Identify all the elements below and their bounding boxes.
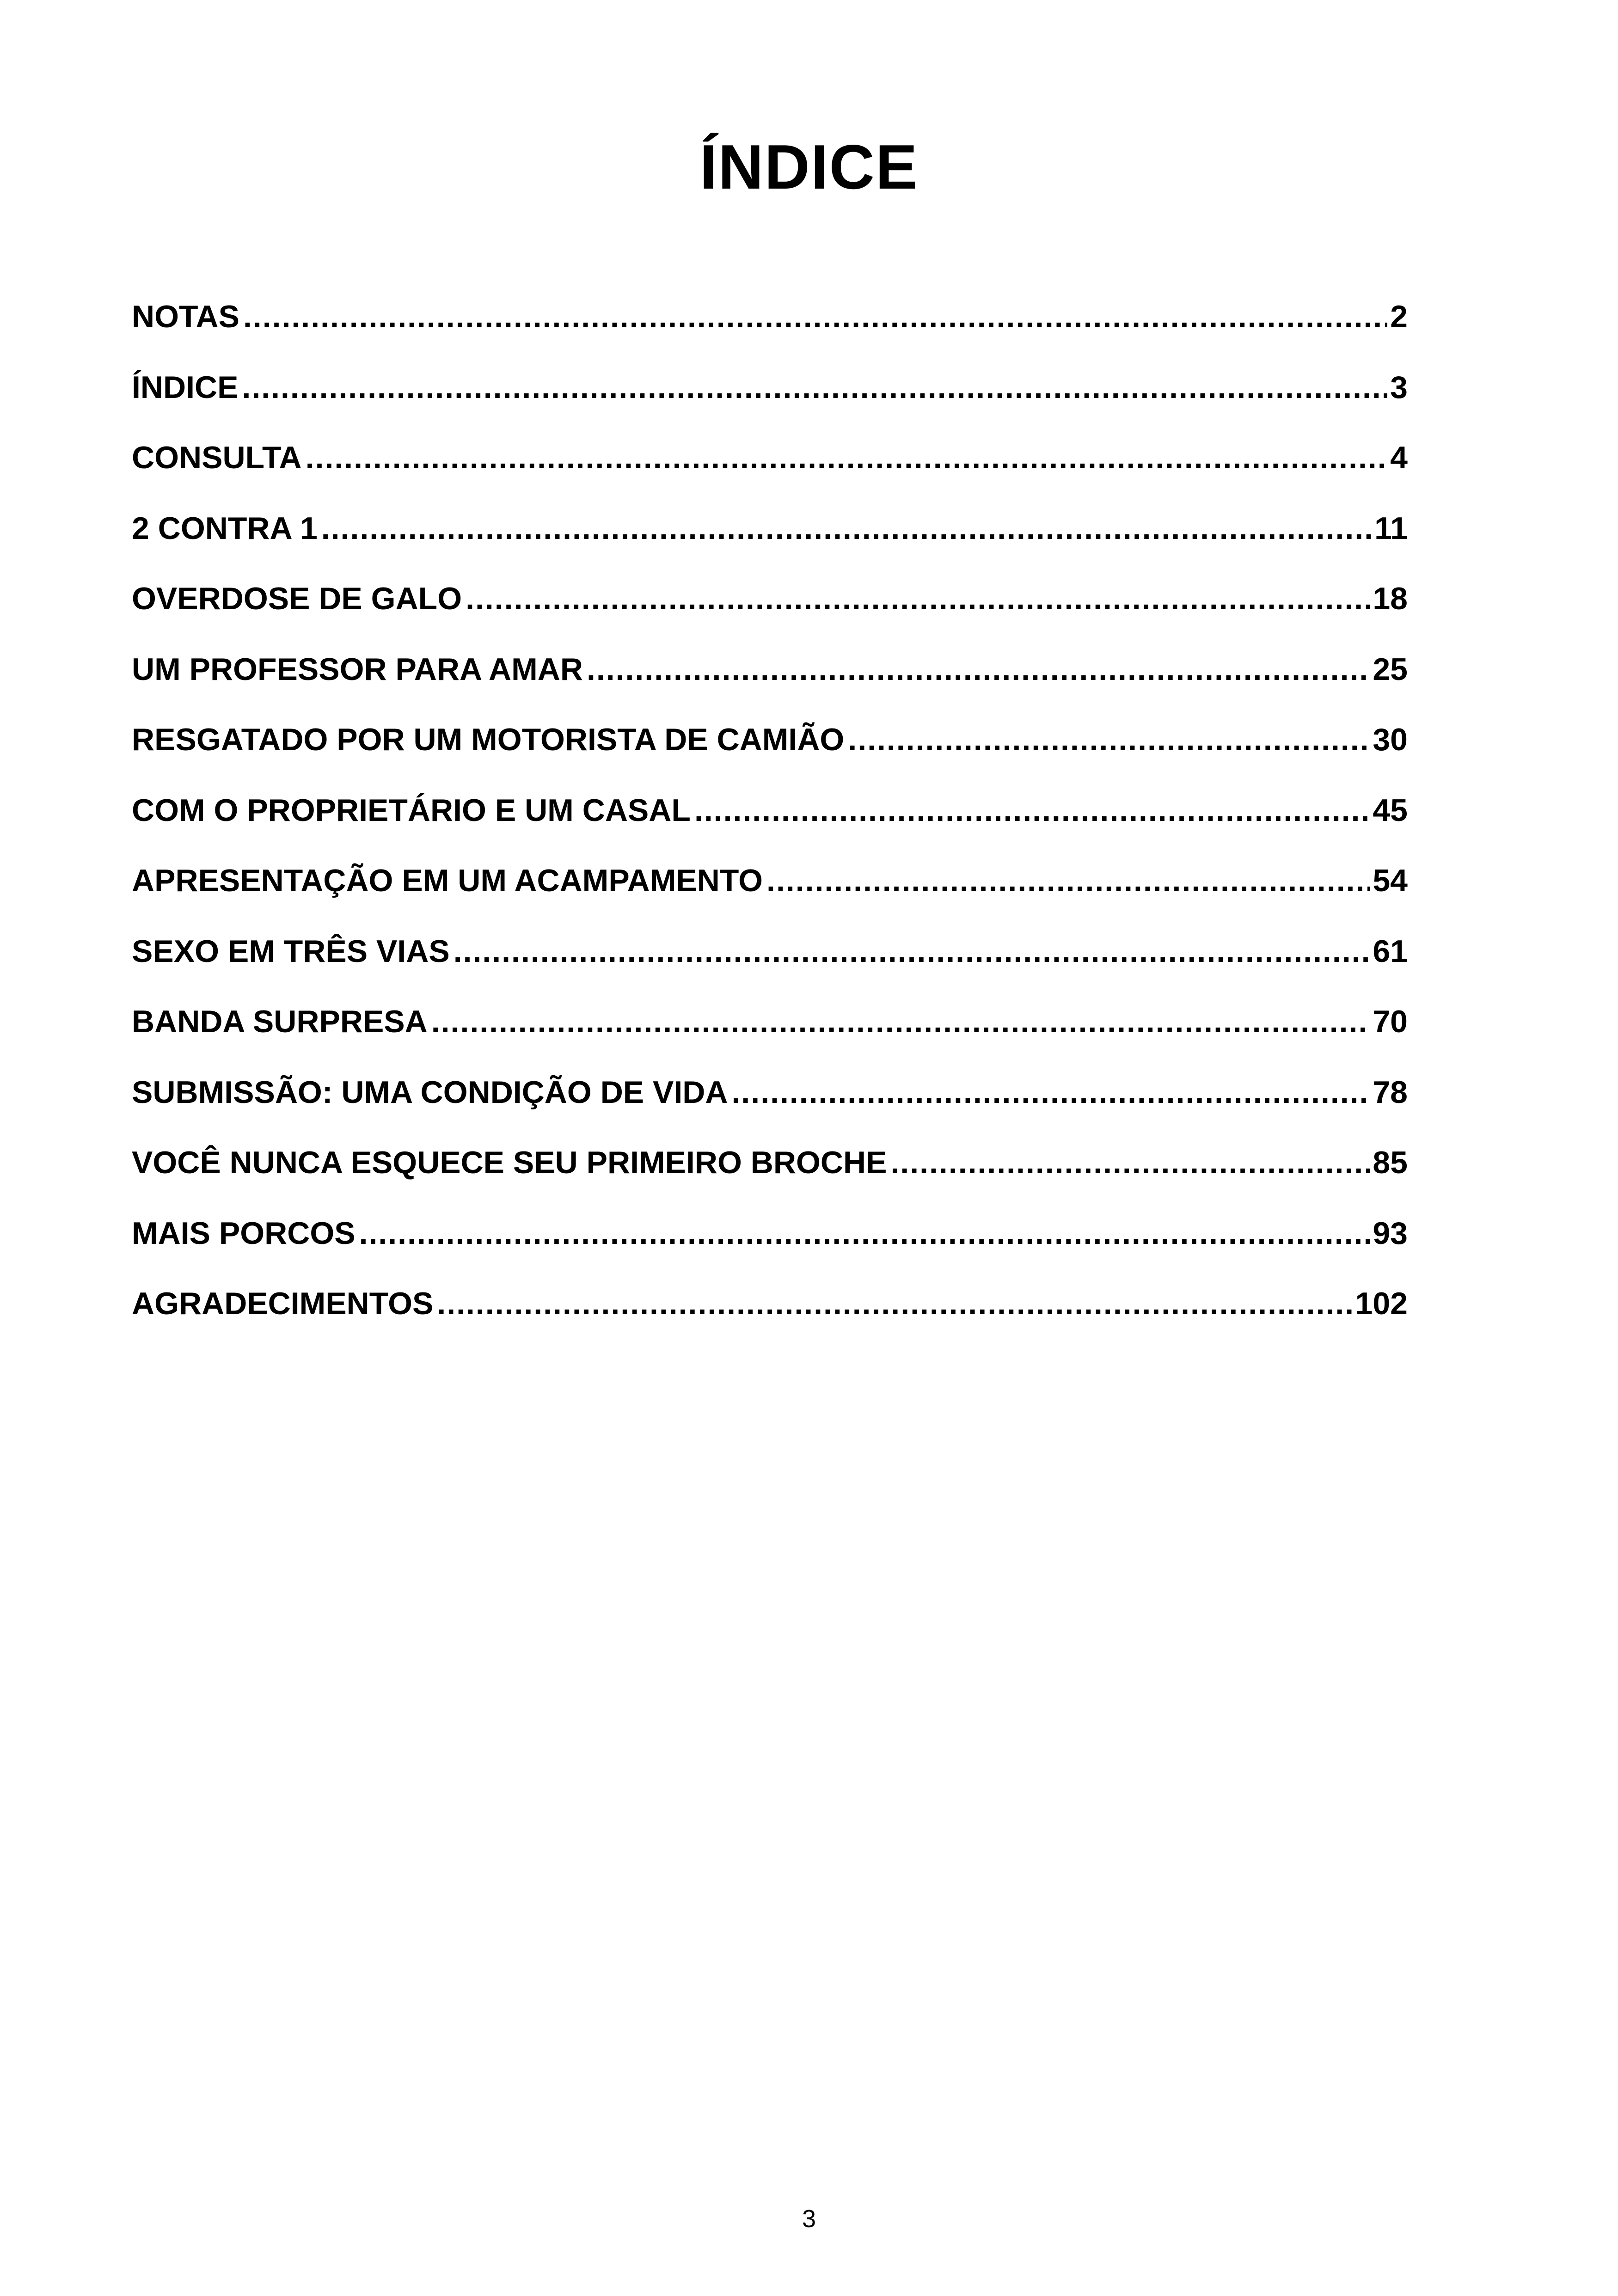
footer-page-number: 3 [802,2205,816,2233]
toc-entry-sexo-em-tres-vias[interactable] [132,926,1408,997]
toc-leader-dots [306,432,1388,483]
toc-leader-dots [437,1278,1352,1329]
toc-entry-label: BANDA SURPRESA [132,1004,428,1039]
toc-entry-com-o-proprietario[interactable] [132,785,1408,856]
toc-entry-overdose-de-galo[interactable] [132,573,1408,644]
toc-entry-label: SEXO EM TRÊS VIAS [132,933,450,969]
toc-entry-label: ÍNDICE [132,369,239,405]
toc-entry-label: VOCÊ NUNCA ESQUECE SEU PRIMEIRO BROCHE [132,1145,887,1180]
toc-leader-dots [321,503,1372,554]
toc-entry-mais-porcos[interactable] [132,1208,1408,1279]
toc-entry-page: 18 [1373,581,1408,616]
toc-entry-page: 45 [1373,792,1408,828]
toc-entry-um-professor-para-amar[interactable] [132,644,1408,715]
toc-entry-page: 2 [1390,299,1408,334]
toc-entry-label: UM PROFESSOR PARA AMAR [132,651,583,687]
toc-entry-2-contra-1[interactable] [132,503,1408,574]
toc-leader-dots [431,996,1370,1047]
toc-entry-resgatado[interactable] [132,714,1408,785]
toc-leader-dots [466,573,1370,624]
toc-entry-label: 2 CONTRA 1 [132,510,318,546]
toc-entry-label: MAIS PORCOS [132,1215,355,1251]
toc-entry-page: 70 [1373,1004,1408,1039]
toc-leader-dots [766,855,1370,906]
toc-leader-dots [848,714,1370,765]
toc-entry-page: 4 [1390,440,1408,475]
toc-entry-page: 11 [1374,510,1408,546]
toc-entry-notas[interactable] [132,291,1408,362]
toc-entry-page: 54 [1373,863,1408,898]
toc-entry-label: APRESENTAÇÃO EM UM ACAMPAMENTO [132,863,763,898]
toc-entry-submissao[interactable] [132,1067,1408,1138]
toc-leader-dots [694,785,1370,836]
toc-entry-page: 25 [1373,651,1408,687]
toc-entry-consulta[interactable] [132,432,1408,503]
toc-entry-label: CONSULTA [132,440,302,475]
toc-entry-voce-nunca-esquece[interactable] [132,1137,1408,1208]
toc-entry-label: SUBMISSÃO: UMA CONDIÇÃO DE VIDA [132,1074,728,1110]
toc-entry-label: AGRADECIMENTOS [132,1286,434,1321]
toc-entry-page: 61 [1373,933,1408,969]
toc-entry-page: 78 [1373,1074,1408,1110]
toc-leader-dots [454,926,1370,977]
table-of-contents [132,291,1408,1349]
toc-entry-label: COM O PROPRIETÁRIO E UM CASAL [132,792,691,828]
toc-entry-apresentacao[interactable] [132,855,1408,926]
toc-leader-dots [890,1137,1370,1188]
toc-entry-agradecimentos[interactable] [132,1278,1408,1349]
toc-entry-banda-surpresa[interactable] [132,996,1408,1067]
toc-entry-label: OVERDOSE DE GALO [132,581,462,616]
toc-entry-page: 93 [1373,1215,1408,1251]
toc-leader-dots [732,1067,1370,1118]
toc-leader-dots [587,644,1370,695]
toc-leader-dots [359,1208,1370,1259]
toc-entry-page: 102 [1355,1286,1408,1321]
toc-entry-page: 3 [1390,369,1408,405]
page-title: ÍNDICE [699,132,919,202]
toc-entry-page: 85 [1373,1145,1408,1180]
toc-entry-page: 30 [1373,722,1408,757]
toc-entry-label: RESGATADO POR UM MOTORISTA DE CAMIÃO [132,722,845,757]
toc-leader-dots [243,291,1387,342]
toc-entry-indice[interactable] [132,362,1408,433]
toc-entry-label: NOTAS [132,299,239,334]
toc-leader-dots [242,362,1387,413]
